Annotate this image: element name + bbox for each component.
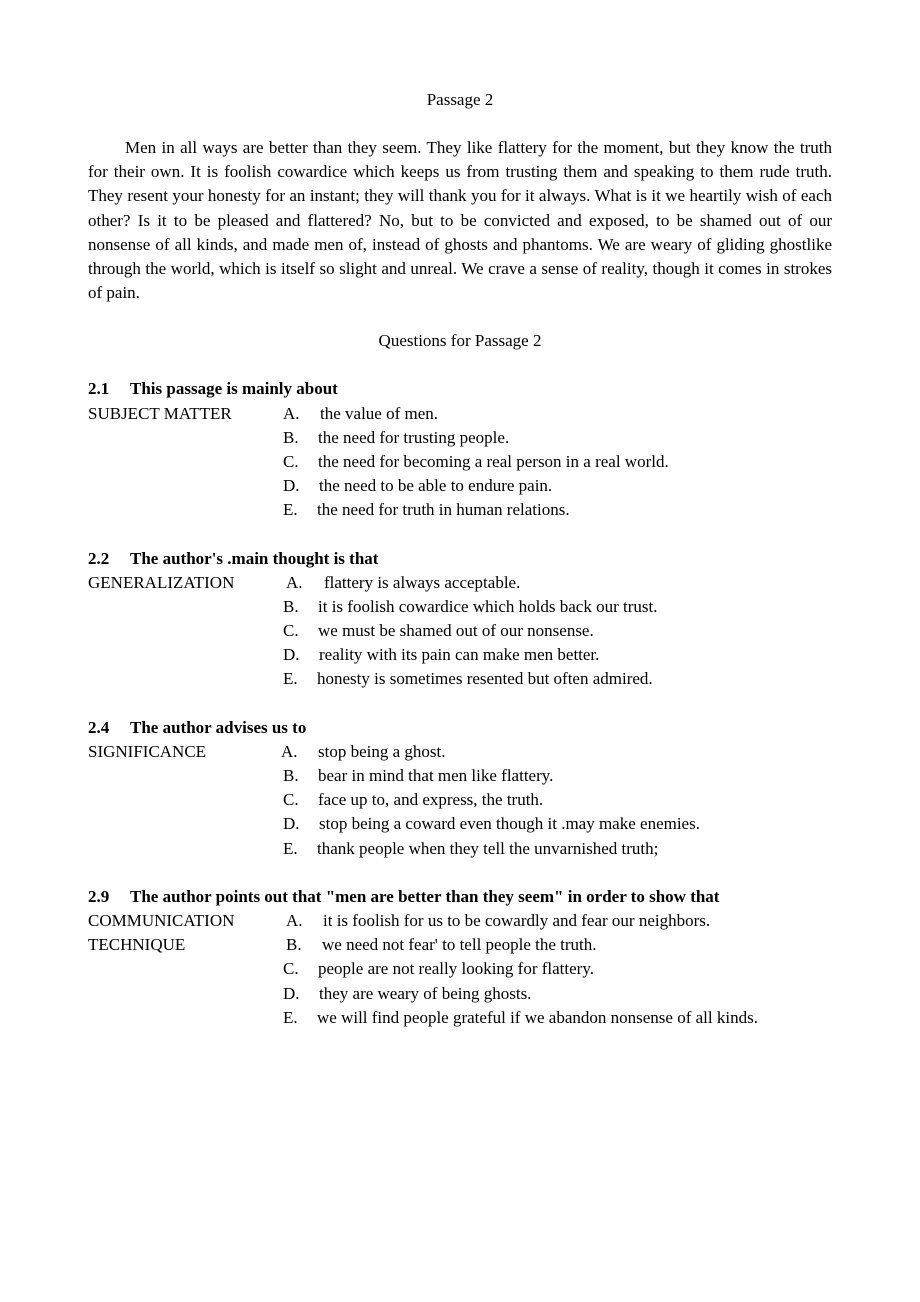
question-2-1 xyxy=(88,377,832,522)
option-text: the need for truth in human relations. xyxy=(317,500,570,520)
option-row xyxy=(88,426,832,450)
question-category: GENERALIZATION xyxy=(88,572,235,592)
option-row xyxy=(88,595,832,619)
option-letter: D. xyxy=(283,645,300,665)
option-letter: D. xyxy=(283,814,300,834)
option-row xyxy=(88,982,832,1006)
option-text: we need not fear' to tell people the truth. xyxy=(322,935,597,955)
question-category: COMMUNICATION xyxy=(88,910,235,930)
question-2-9 xyxy=(88,885,832,1030)
question-2-2 xyxy=(88,547,832,692)
option-letter: D. xyxy=(283,476,300,496)
question-number: 2.1 xyxy=(88,379,110,399)
option-row xyxy=(88,498,832,522)
question-stem: The author advises us to xyxy=(130,717,307,737)
option-text: the value of men. xyxy=(320,403,439,423)
question-stem: The author's .main thought is that xyxy=(130,548,379,568)
option-letter: B. xyxy=(283,427,299,447)
option-row xyxy=(88,667,832,691)
option-text: thank people when they tell the unvarnished truth; xyxy=(317,838,659,858)
option-row xyxy=(88,764,832,788)
option-row xyxy=(88,619,832,643)
question-stem: This passage is mainly about xyxy=(130,379,338,399)
document-page xyxy=(88,88,832,1054)
option-letter: B. xyxy=(283,766,299,786)
option-text: honesty is sometimes resented but often admired. xyxy=(317,669,653,689)
option-row xyxy=(88,474,832,498)
question-heading xyxy=(88,547,832,571)
option-text: the need for trusting people. xyxy=(318,427,510,447)
option-row xyxy=(88,933,832,957)
passage-title: Passage 2 xyxy=(426,90,494,109)
option-row xyxy=(88,909,832,933)
option-text: they are weary of being ghosts. xyxy=(319,983,532,1003)
option-letter: B. xyxy=(283,596,299,616)
option-text: stop being a coward even though it .may make enemies. xyxy=(319,814,700,834)
question-category: SUBJECT MATTER xyxy=(88,403,232,423)
option-letter: C. xyxy=(283,451,299,471)
option-row xyxy=(88,957,832,981)
option-text: it is foolish for us to be cowardly and fear our neighbors. xyxy=(323,910,711,930)
question-stem: The author points out that "men are better than they seem" in order to show that xyxy=(130,886,720,906)
question-number: 2.4 xyxy=(88,717,110,737)
option-letter: D. xyxy=(283,983,300,1003)
option-letter: E. xyxy=(283,500,298,520)
option-text: bear in mind that men like flattery. xyxy=(318,766,554,786)
option-row xyxy=(88,740,832,764)
option-text: it is foolish cowardice which holds back our trust. xyxy=(318,596,658,616)
option-row xyxy=(88,812,832,836)
option-row xyxy=(88,571,832,595)
option-letter: A. xyxy=(286,572,303,592)
option-row xyxy=(88,1006,832,1030)
option-letter: E. xyxy=(283,669,298,689)
option-row xyxy=(88,788,832,812)
option-text: stop being a ghost. xyxy=(318,741,446,761)
option-letter: C. xyxy=(283,621,299,641)
option-text: the need to be able to endure pain. xyxy=(319,476,553,496)
option-text: flattery is always acceptable. xyxy=(324,572,521,592)
option-row xyxy=(88,450,832,474)
question-heading xyxy=(88,716,832,740)
option-text: face up to, and express, the truth. xyxy=(318,790,544,810)
option-letter: A. xyxy=(286,910,303,930)
question-heading xyxy=(88,885,832,909)
questions-title: Questions for Passage 2 xyxy=(378,331,542,351)
option-text: reality with its pain can make men better. xyxy=(319,645,600,665)
question-heading xyxy=(88,377,832,401)
option-text: we must be shamed out of our nonsense. xyxy=(318,621,594,641)
option-text: the need for becoming a real person in a real world. xyxy=(318,451,669,471)
option-row xyxy=(88,643,832,667)
question-category: SIGNIFICANCE xyxy=(88,741,207,761)
question-number: 2.2 xyxy=(88,548,110,568)
option-letter: A. xyxy=(281,741,298,761)
question-category: TECHNIQUE xyxy=(88,935,186,955)
passage-body: Men in all ways are better than they seem. They like flattery for the moment, but they know the truth for their own. It is foolish cowardice which keeps us from trusting them and speaking to them rude truth. They resent your honesty for an instant; they will thank you for it always. What is it we heartily wish of each other? Is it to be pleased and flattered? No, but to be convicted and exposed, to be shamed out of our nonsense of all kinds, and made men of, instead of ghosts and phantoms. We are weary of gliding ghostlike through the world, which is itself so slight and unreal. We crave a sense of reality, though it comes in strokes of pain. xyxy=(88,138,832,303)
option-row xyxy=(88,402,832,426)
option-letter: E. xyxy=(283,1007,298,1027)
option-letter: B. xyxy=(286,935,302,955)
option-text: people are not really looking for flattery. xyxy=(318,959,594,979)
option-text: we will find people grateful if we abandon nonsense of all kinds. xyxy=(317,1007,758,1027)
option-letter: C. xyxy=(283,959,299,979)
question-number: 2.9 xyxy=(88,886,110,906)
option-letter: E. xyxy=(283,838,298,858)
option-row xyxy=(88,837,832,861)
option-letter: C. xyxy=(283,790,299,810)
question-2-4 xyxy=(88,716,832,861)
option-letter: A. xyxy=(283,403,300,423)
